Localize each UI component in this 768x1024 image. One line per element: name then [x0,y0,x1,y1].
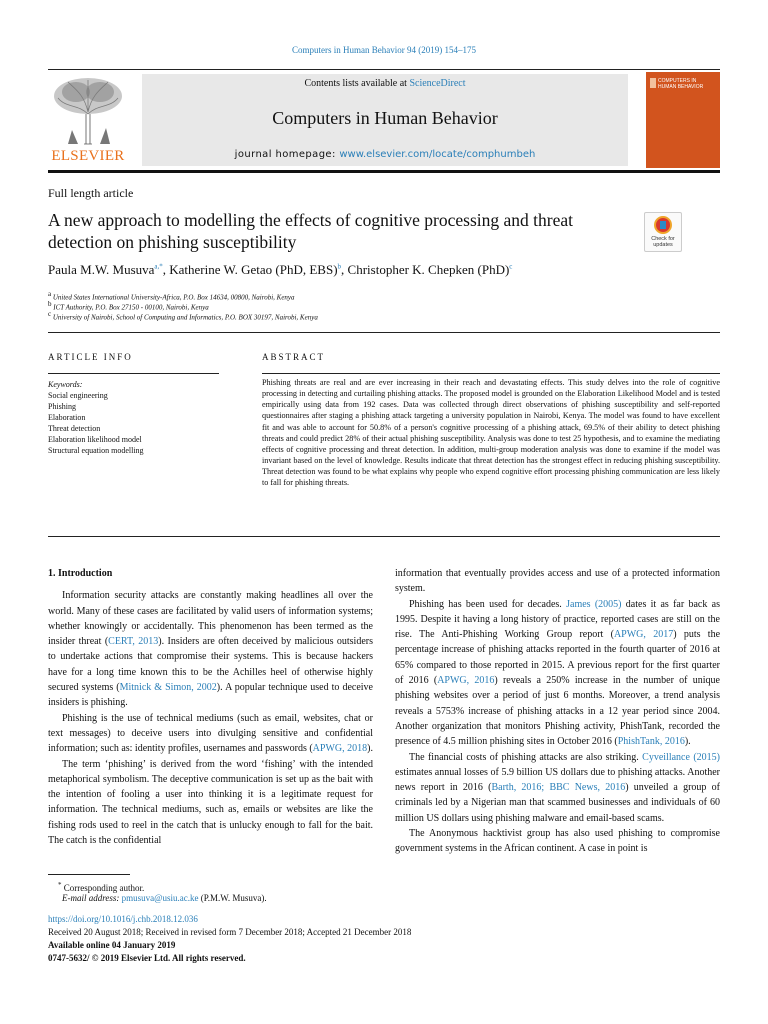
abstract-bottom-rule [48,536,720,537]
body-column-right [395,566,720,857]
section-rule [48,332,720,333]
article-info-heading: ARTICLE INFO [48,352,133,362]
body-paragraph: Phishing is the use of technical mediums (such as email, websites, chat or text messages) to deceive users into divulging sensitive and confidential information; such as: identity profiles, usernames and passwords (APWG, 2018). [48,712,373,755]
right-paragraphs [395,566,720,857]
contents-line [142,78,628,89]
keyword: Phishing [48,402,77,411]
citation-link[interactable]: Mitnick & Simon, 2002 [119,682,217,694]
article-title: A new approach to modelling the effects of cognitive processing and threat detection on phishing susceptibility [48,210,573,252]
citation-link[interactable]: APWG, 2018 [312,743,368,755]
citation-link[interactable]: CERT, 2013 [108,636,159,648]
crossmark-label: Check for updates [651,236,675,248]
abstract-heading: ABSTRACT [262,352,326,362]
copyright-line: 0747-5632/ © 2019 Elsevier Ltd. All rights reserved. [48,953,246,963]
author-affiliation-link[interactable]: a,* [154,262,163,271]
author-name: Paula M.W. Musuva [48,262,155,277]
abstract-rule [262,373,720,374]
journal-name: Computers in Human Behavior [272,108,498,128]
homepage-label: journal homepage: [234,149,340,160]
body-paragraph: Information security attacks are constantly making headlines all over the world. Many of these cases are facilitated by valid users of information systems; whether knowingly or accidentally. This phenomenon has been termed as the insider threat (CERT, 2013). Insiders are often deceived by malicious outsiders to undertake actions that compromise their systems. This is because hackers have for a long time known this to be the Achilles heel of otherwise highly secured systems (Mitnick & Simon, 2002). A popular technique used to deceive insiders is phishing. [48,590,373,709]
elsevier-wordmark: ELSEVIER [51,148,125,164]
body-column-left [48,566,373,848]
body-paragraph: Phishing has been used for decades. James (2005) dates it as far back as 1995. Despite it having a long history of practice, reported cases are still on the rise. The Anti-Phishing Working Group report (APWG, 2017) puts the percentage increase of phishing attacks reported in the fourth quarter of 2016 at 65% compared to those reported in 2015. A previous report for the first quarter of 2016 (APWG, 2016) reveals a 250% increase in the number of unique phishing websites over a period of just 6 months. Moreover, a trend analysis reveals a 5753% increase of phishing attacks in a 12 year period since 2004. Another organization that monitors Phishing activity, PhishTank, recorded the presence of 4.5 million phishing sites in October 2016 (PhishTank, 2016). [395,598,721,748]
contents-prefix: Contents lists available at [304,78,410,89]
citation-link[interactable]: Cyveillance (2015) [642,751,720,763]
check-for-updates-button[interactable] [644,212,682,252]
keywords-label: Keywords: [48,380,83,389]
citation-link[interactable]: Barth, 2016; BBC News, 2016 [491,782,626,794]
article-type: Full length article [48,186,134,200]
available-online-date: Available online 04 January 2019 [48,940,176,950]
footnote-rule [48,874,130,875]
abstract-text: Phishing threats are real and are ever increasing in their reach and devastating effects. This study delves into the role of cognitive processing in detecting and curtailing phishing attacks. The proposed model is grounded on the Elaboration Likelihood Model and is tested empirically using data from 192 cases. Data was collected through direct observations of phishing susceptibility and self-reported questionnaires after staging a phishing attack targeting a university population in Nairobi, Kenya. The model was found to have excellent fit and was able to account for 50.8% of a person's cognitive processing of a phishing attack, 69.5% of their ability to detect phishing threats and could predict 28% of their actual phishing susceptibility. Analysis was done to test 25 hypothesis, and to examine the mediating effects of cognitive processing and threat detection. In addition, multi-group moderation analysis was done to examine if the model was invariant based on the level of knowledge. Results indicate that threat detection has the strongest effect in reducing phishing susceptibility. Threat detection was found to be what explains why people who expend cognitive effort processing phishing communication are less likely to fall for phishing threats. [262,378,720,488]
article-info-rule [48,373,219,374]
keyword: Structural equation modelling [48,446,144,455]
affiliation: $^c$ University of Nairobi, School of Computing and Informatics, P.O. BOX 30197, Nairobi, Kenya [48,310,318,322]
affiliation: $^b$ ICT Authority, P.O. Box 27150 - 00100, Nairobi, Kenya [48,300,209,312]
keyword: Social engineering [48,391,108,400]
received-dates: Received 20 August 2018; Received in revised form 7 December 2018; Accepted 21 December 2018 [48,927,412,937]
crossmark-icon [654,216,672,234]
email-link[interactable]: pmusuva@usiu.ac.ke [121,893,199,903]
header-top-rule [48,69,720,70]
body-paragraph: The Anonymous hacktivist group has also used phishing to compromise government systems in the African continent. A case in point is [395,828,720,855]
citation-link[interactable]: PhishTank, 2016 [617,736,685,748]
keywords-block [48,379,248,456]
sciencedirect-link[interactable]: ScienceDirect [409,78,466,89]
affiliation: $^a$ United States International University-Africa, P.O. Box 14634, 00800, Nairobi, Kenya [48,290,295,302]
corresponding-author-note: * Corresponding author. [58,881,145,893]
author-name: Katherine W. Getao (PhD, EBS) [169,262,338,277]
journal-cover-thumbnail[interactable] [646,72,720,168]
body-paragraph: The financial costs of phishing attacks are also striking. Cyveillance (2015) estimates annual losses of 5.9 billion US dollars due to phishing attacks. Another news report in 2016 (Barth, 2016; BBC News, 2016) unveiled a group of criminals led by a Nigerian man that scammed businesses and individuals of 60 million US dollars using phishing malware and email-based scams. [395,751,720,824]
email-note: E-mail address: pmusuva@usiu.ac.ke (P.M.W. Musuva). [62,893,267,903]
author-name: Christopher K. Chepken (PhD) [347,262,510,277]
author-list: Paula M.W. Musuva$^{a,*}$, Katherine W. Getao (PhD, EBS)$^b$, Christopher K. Chepken (PhD)$^c$ [48,262,513,277]
header-bottom-rule [48,170,720,173]
citation-link[interactable]: APWG, 2016 [437,675,495,687]
keyword: Elaboration [48,413,86,422]
introduction-heading: 1. Introduction [48,568,113,579]
doi-link[interactable]: https://doi.org/10.1016/j.chb.2018.12.036 [48,914,198,924]
journal-reference[interactable] [0,45,768,55]
author-affiliation-link[interactable]: b [337,262,342,271]
body-paragraph: information that eventually provides access and use of a protected information system. [395,568,720,595]
cover-title: COMPUTERS IN HUMAN BEHAVIOR [658,78,704,90]
keyword: Threat detection [48,424,101,433]
keyword: Elaboration likelihood model [48,435,142,444]
left-paragraphs [48,588,373,848]
journal-reference-link[interactable]: Computers in Human Behavior 94 (2019) 154–175 [292,45,476,55]
homepage-line [142,149,628,160]
cover-icon [650,78,656,88]
homepage-link[interactable]: www.elsevier.com/locate/comphumbeh [339,149,536,160]
author-affiliation-link[interactable]: c [509,262,513,271]
body-paragraph: The term ‘phishing’ is derived from the word ‘fishing’ with the intended metaphorical symbolism. The deceptive communication is set up as the bait with the intention of fooling a user into thinking it is a legitimate request for information. The technical mediums, such as, emails or websites are like the fishing rods used to reel in the catch that is unlucky enough to fall for the bait. The catch is the confidential [48,758,373,847]
doi-line[interactable] [48,914,198,924]
citation-link[interactable]: James (2005) [566,598,622,610]
citation-link[interactable]: APWG, 2017 [613,629,674,641]
